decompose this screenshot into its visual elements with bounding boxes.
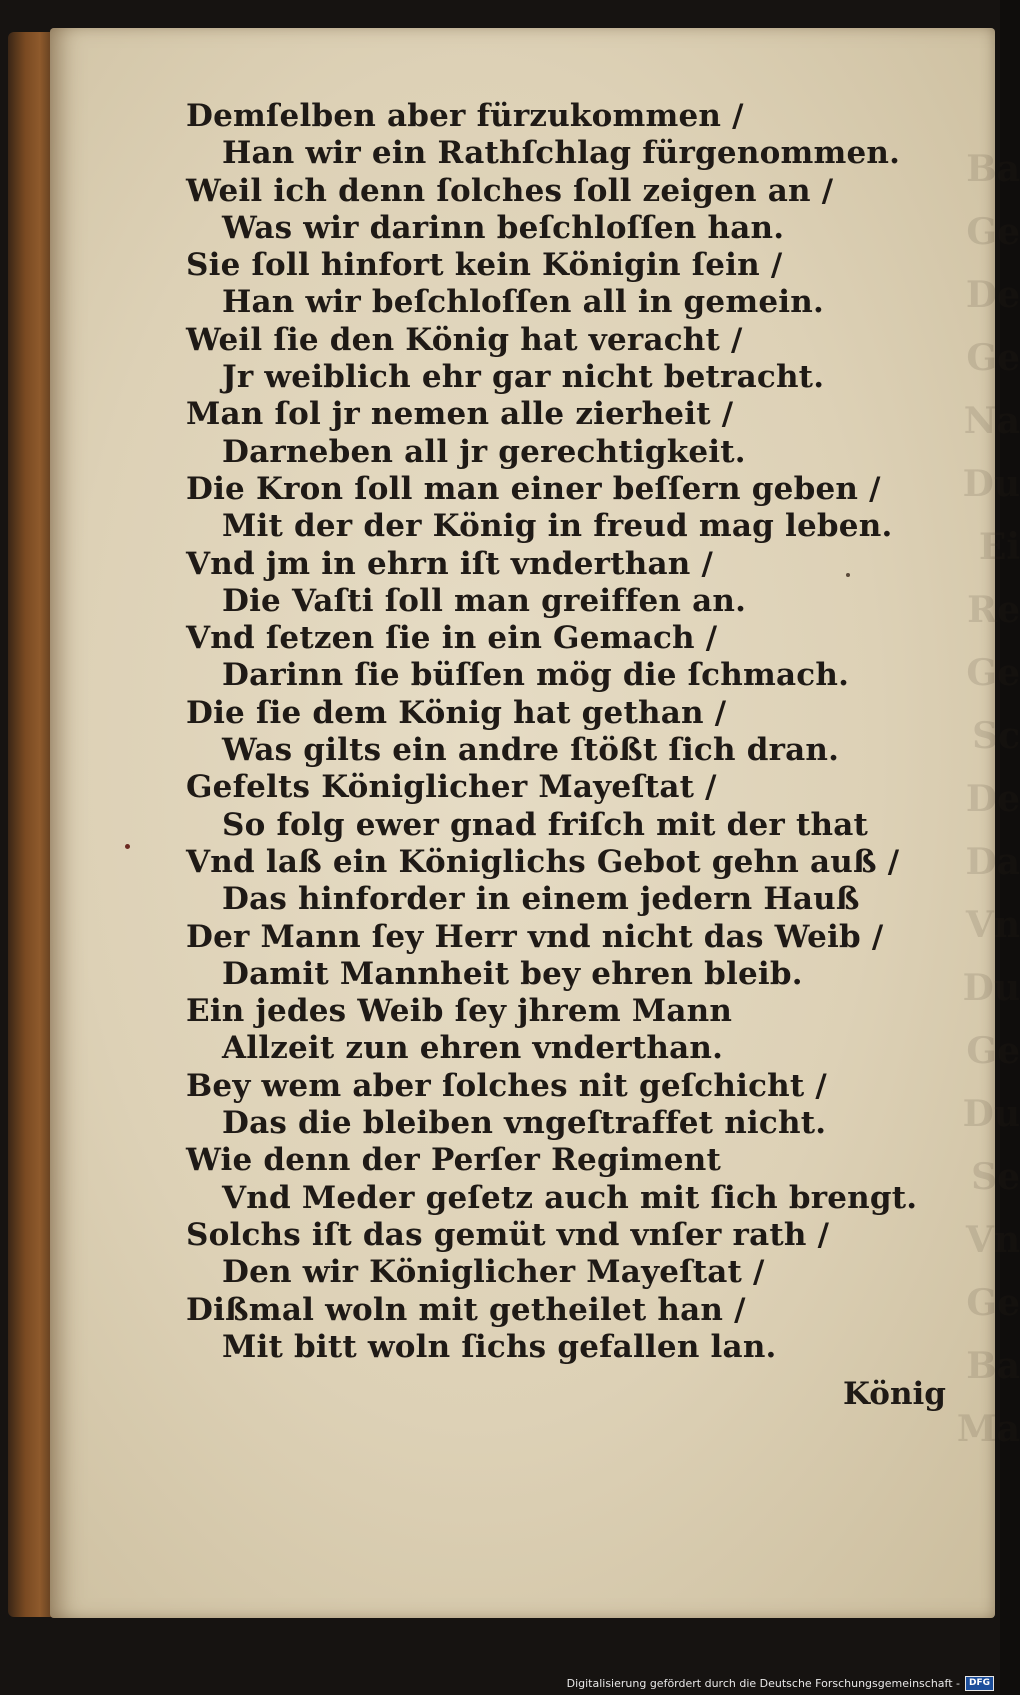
verse-line: Wie denn der Perſer Regiment — [186, 1142, 721, 1179]
footer-credit-text: Digitalisierung gefördert durch die Deutsche Forschungsgemeinschaft - — [566, 1677, 960, 1690]
verse-line: Der Mann ſey Herr vnd nicht das Weib / — [186, 918, 884, 955]
verse-line: Darinn ſie büſſen mög die ſchmach. — [222, 657, 850, 694]
verse-line: Weil ſie den König hat veracht / — [186, 321, 743, 358]
verse-line: Was wir darinn beſchloſſen han. — [222, 209, 785, 246]
digitization-footer — [0, 1672, 994, 1695]
bleed-through-text: Ba Ge De Ge Na Du Ei Re Ge Sc De Da Vn Du Ge Du Se Vn Ge Ba Ma — [956, 148, 1020, 1450]
verse-line: Den wir Königlicher Mayeſtat / — [222, 1254, 765, 1291]
verse-line: Vnd laß ein Königlichs Gebot gehn auß / — [186, 843, 900, 880]
verse-line: Damit Mannheit bey ehren bleib. — [222, 955, 803, 992]
verse-line: Mit bitt woln ſichs gefallen lan. — [222, 1328, 777, 1365]
verse-line: Han wir beſchloſſen all in gemein. — [222, 284, 824, 321]
verse-line: Weil ich denn ſolches ſoll zeigen an / — [186, 172, 834, 209]
catchword: König — [843, 1376, 946, 1412]
verse-line: Darneben all jr gerechtigkeit. — [222, 433, 746, 470]
verse-text-block — [186, 98, 966, 1366]
verse-line: So folg ewer gnad friſch mit der that — [222, 806, 869, 843]
verse-line: Demſelben aber fürzukommen / — [186, 98, 744, 134]
verse-line: Das hinforder in einem jedern Hauß — [222, 881, 860, 918]
verse-line: Solchs iſt das gemüt vnd vnſer rath / — [186, 1216, 830, 1253]
verse-line: Sie ſoll hinfort kein Königin ſein / — [186, 247, 783, 284]
verse-line: Bey wem aber ſolches nit geſchicht / — [186, 1067, 827, 1104]
verse-line: Han wir ein Rathſchlag fürgenommen. — [222, 135, 901, 172]
verse-line: Allzeit zun ehren vnderthan. — [222, 1030, 724, 1067]
verse-line: Die ſie dem König hat gethan / — [186, 694, 727, 731]
verse-line: Vnd jm in ehrn iſt vnderthan / — [186, 545, 714, 582]
verse-line: Jr weiblich ehr gar nicht betracht. — [222, 359, 825, 396]
verse-line: Vnd Meder geſetz auch mit ſich brengt. — [222, 1179, 918, 1216]
verse-line: Das die bleiben vngeſtraffet nicht. — [222, 1105, 827, 1142]
dfg-logo-icon: DFG — [965, 1676, 994, 1691]
verse-line: Mit der der König in freud mag leben. — [222, 508, 893, 545]
verse-line: Vnd ſetzen ſie in ein Gemach / — [186, 620, 718, 657]
verse-line: Dißmal woln mit getheilet han / — [186, 1291, 746, 1328]
verse-line: Die Kron ſoll man einer beſſern geben / — [186, 470, 881, 507]
verse-line: Ein jedes Weib ſey jhrem Mann — [186, 993, 733, 1030]
verse-line: Gefelts Königlicher Mayeſtat / — [186, 769, 717, 806]
verse-line: Was gilts ein andre ſtößt ſich dran. — [222, 732, 840, 769]
ink-spot — [125, 844, 130, 849]
verse-line: Die Vaſti ſoll man greiffen an. — [222, 582, 747, 619]
verse-line: Man ſol jr nemen alle zierheit / — [186, 396, 734, 433]
ink-spot — [846, 573, 850, 577]
